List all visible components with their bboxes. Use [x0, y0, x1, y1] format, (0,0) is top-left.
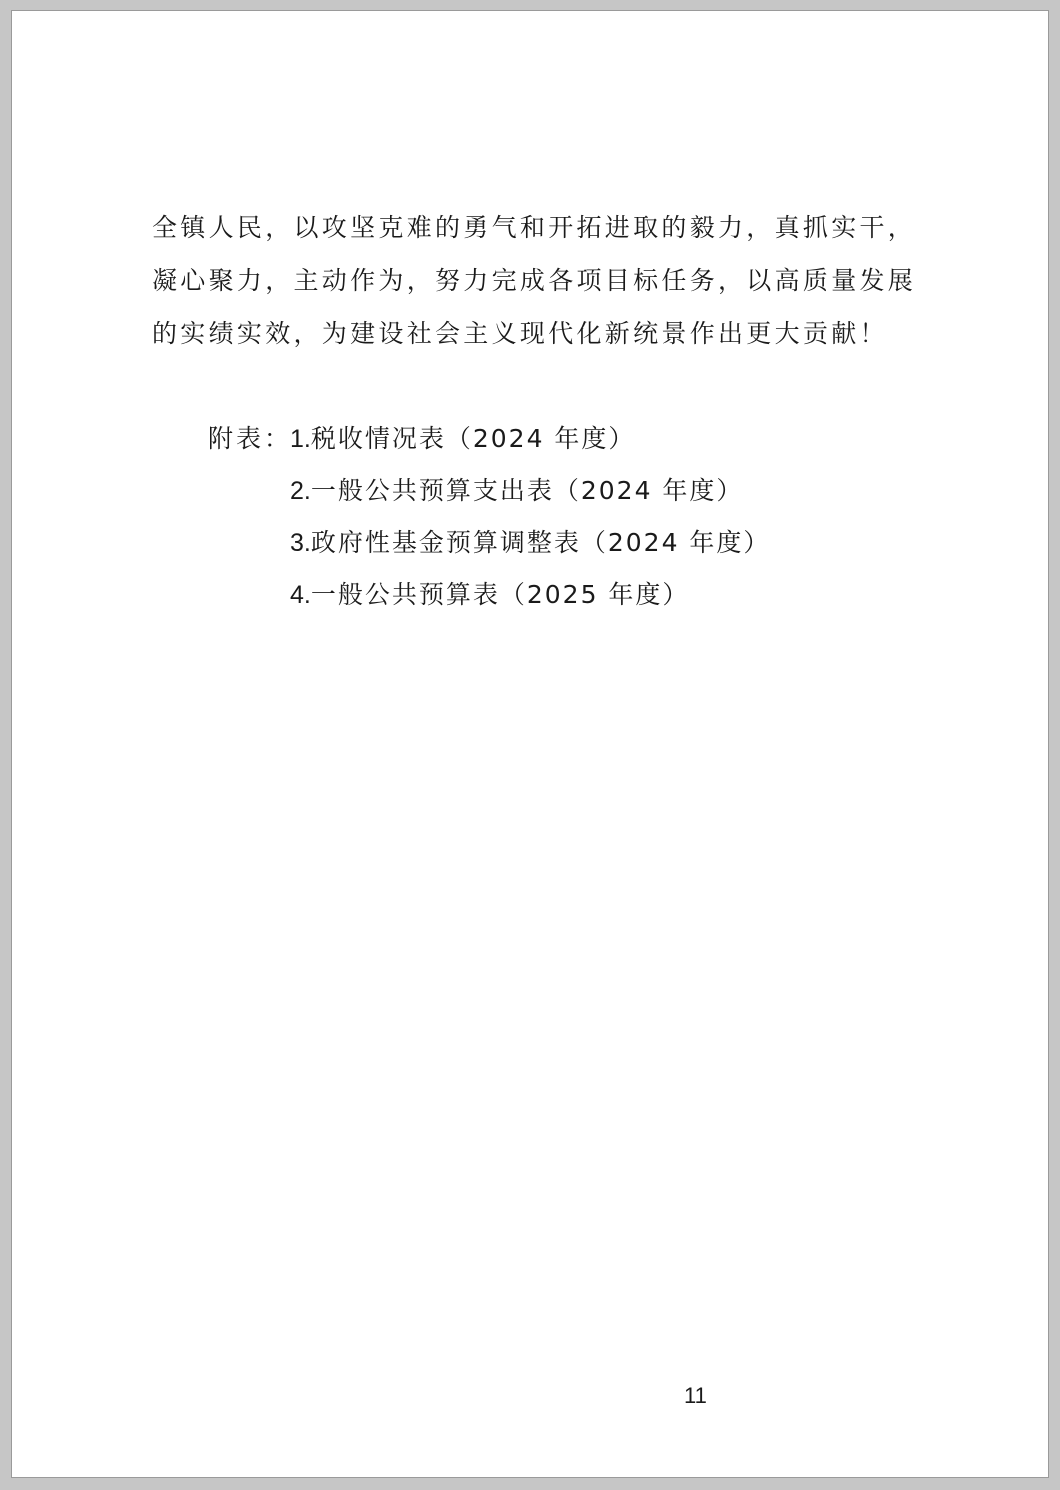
document-page: [11, 10, 1049, 1478]
list-item: [208, 569, 770, 621]
indent-spacer: [208, 517, 290, 569]
body-paragraph: 全镇人民，以攻坚克难的勇气和开拓进取的毅力，真抓实干，凝心聚力，主动作为，努力完成各项目标任务，以高质量发展的实绩实效，为建设社会主义现代化新统景作出更大贡献！: [152, 213, 917, 348]
attachment-number: 4.: [290, 581, 311, 609]
attachments-label: 附表：: [208, 424, 293, 453]
attachment-number: 2.: [290, 477, 311, 505]
list-item: [208, 517, 770, 569]
list-item: [208, 413, 770, 465]
attachment-list: [208, 413, 770, 621]
list-item: [208, 465, 770, 517]
attachment-title: 税收情况表（2024 年度）: [310, 424, 636, 453]
attachment-title: 政府性基金预算调整表（2024 年度）: [310, 528, 771, 557]
page-number: 11: [684, 1383, 707, 1408]
indent-spacer: [208, 465, 290, 517]
indent-spacer: [208, 569, 290, 621]
attachment-title: 一般公共预算支出表（2024 年度）: [310, 476, 744, 505]
attachment-number: 3.: [290, 529, 311, 557]
attachment-number: 1.: [290, 425, 311, 453]
attachment-title: 一般公共预算表（2025 年度）: [310, 580, 690, 609]
